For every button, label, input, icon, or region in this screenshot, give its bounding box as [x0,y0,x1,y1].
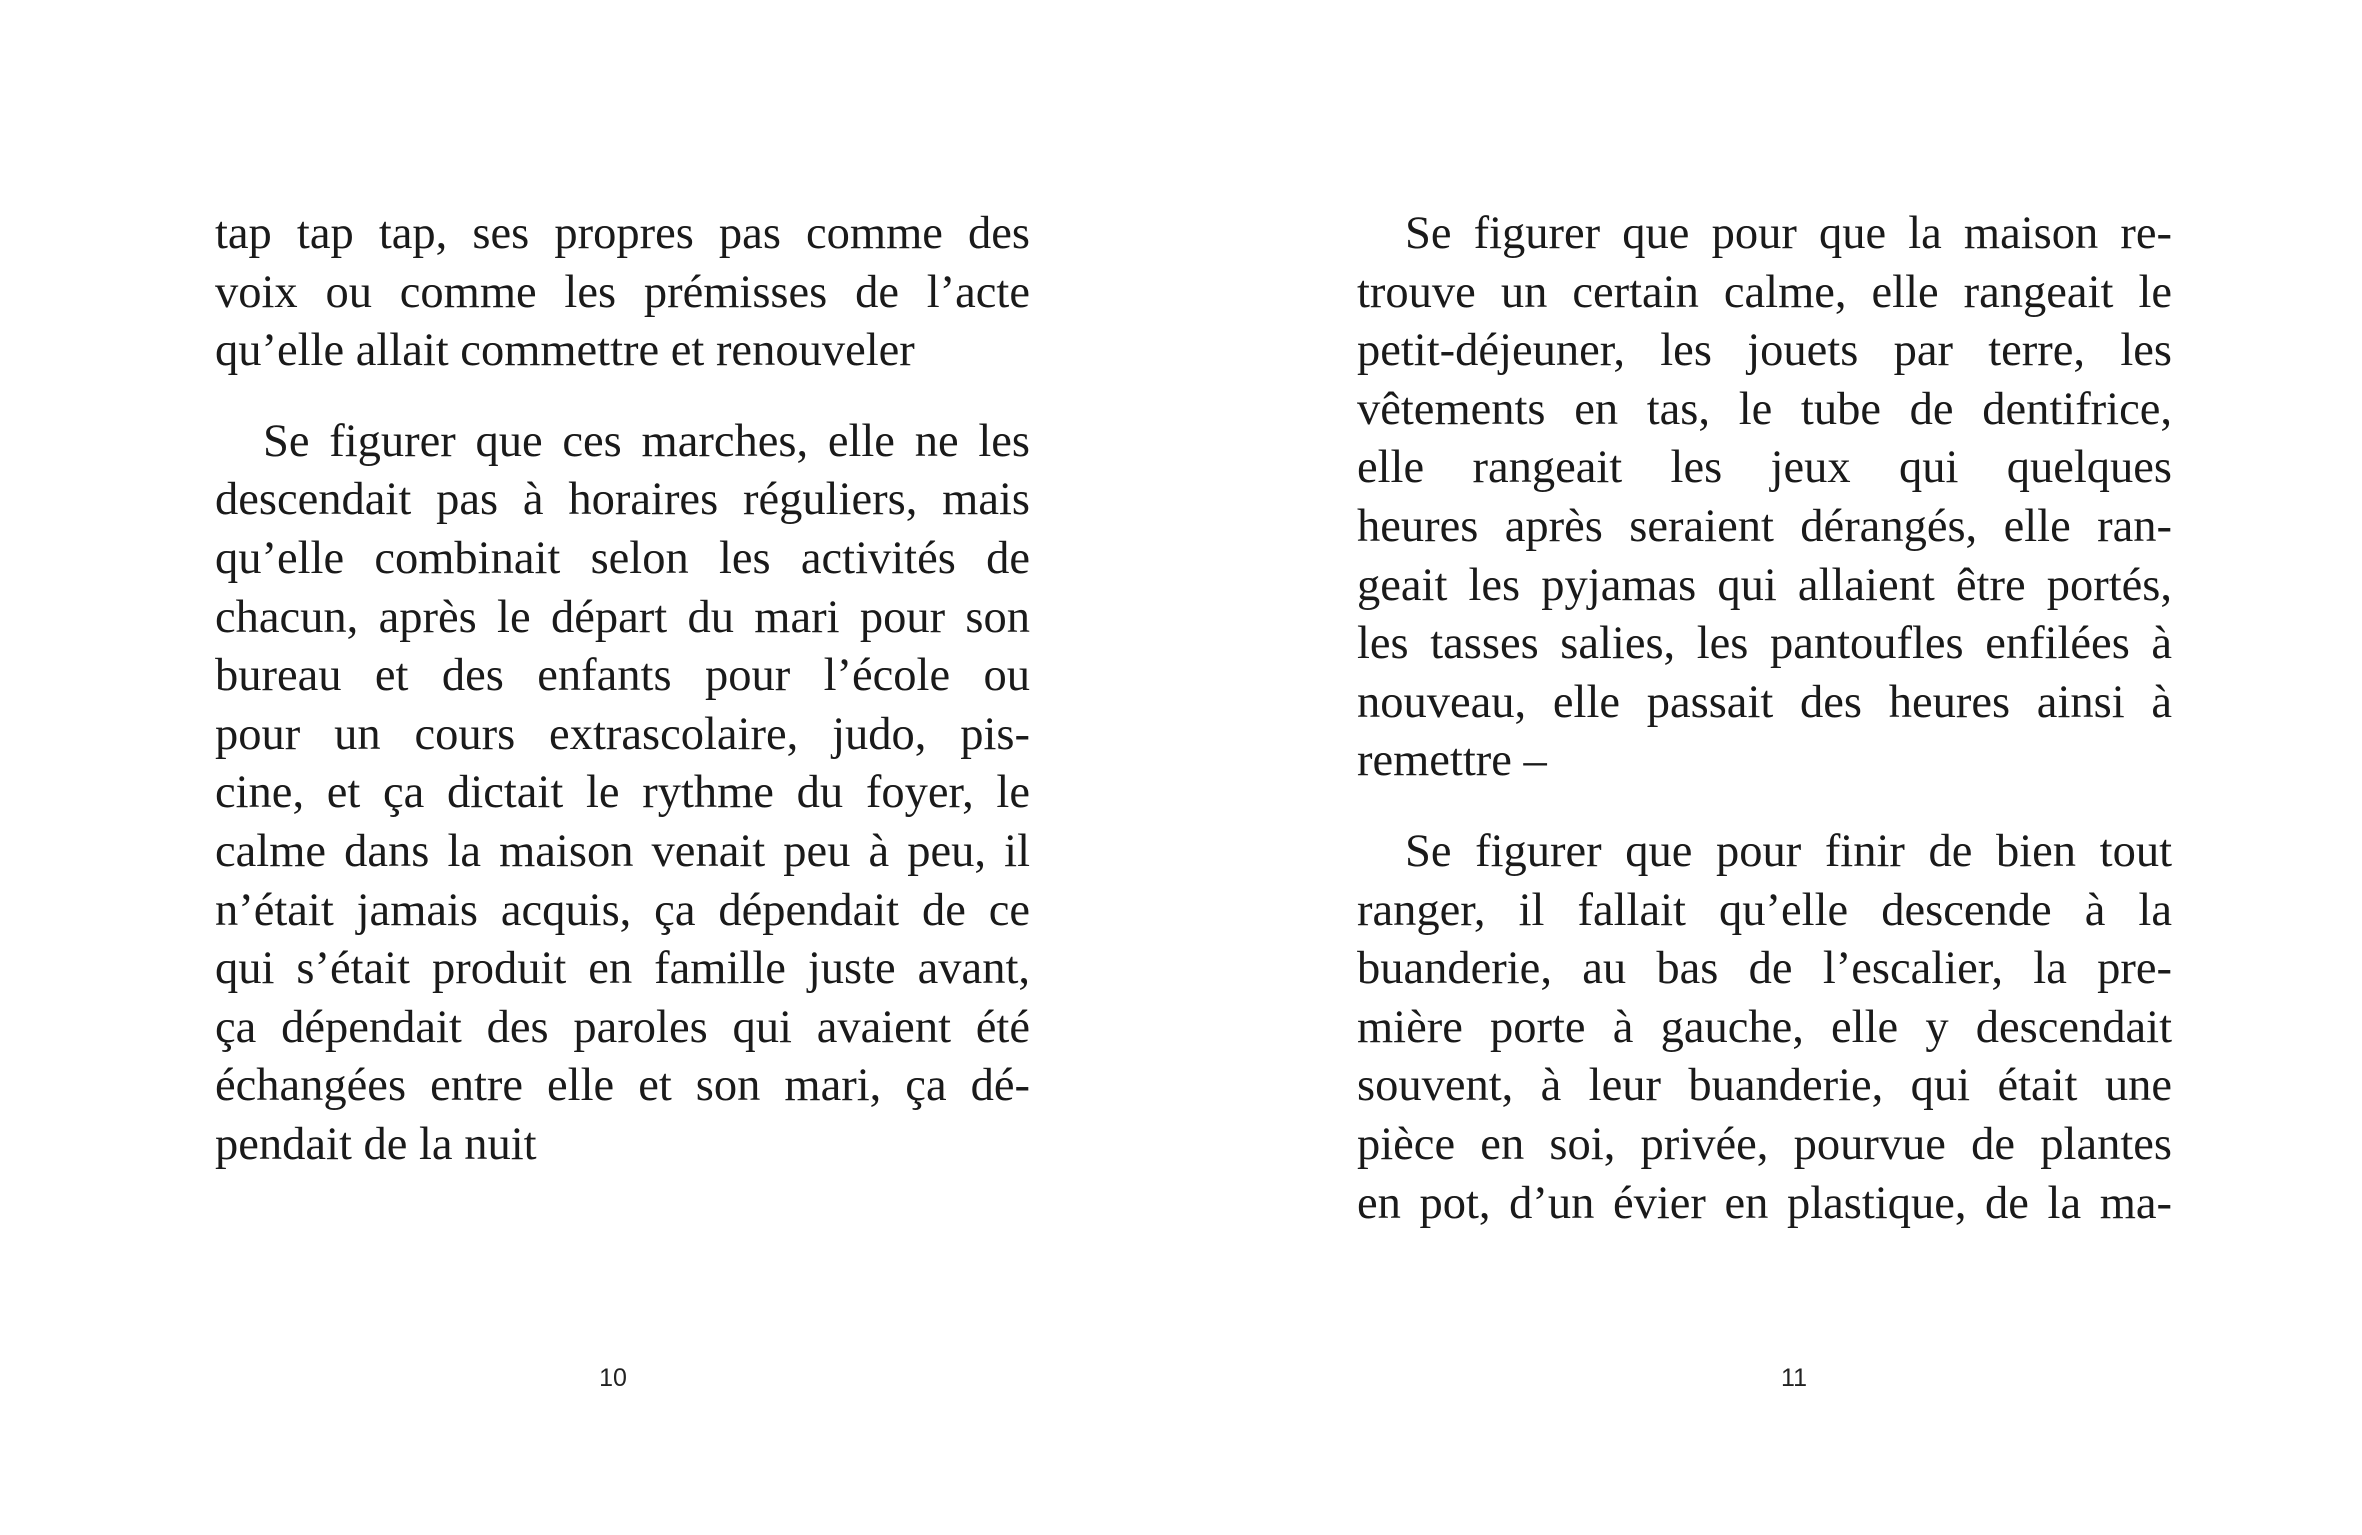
page-number: 10 [599,1364,627,1392]
text-line: calme dans la maison venait peu à peu, il [215,825,1030,877]
text-line: buanderie, au bas de l’escalier, la pre- [1357,943,2172,995]
text-line: pièce en soi, privée, pourvue de plantes [1357,1118,2172,1170]
text-line: pour un cours extrascolaire, judo, pis- [215,708,1030,760]
text-line: tap tap tap, ses propres pas comme des [215,208,1030,259]
text-line: cine, et ça dictait le rythme du foyer, le [215,767,1030,819]
paragraph [215,205,1030,381]
text-line: nouveau, elle passait des heures ainsi à [1357,676,2172,728]
text-line: chacun, après le départ du mari pour son [215,591,1030,643]
text-line: qui s’était produit en famille juste avant, [215,943,1030,995]
paragraph [1357,823,2172,1233]
text-line: heures après seraient dérangés, elle ran- [1357,500,2172,552]
text-line: vêtements en tas, le tube de dentifrice, [1357,383,2172,435]
text-line: trouve un certain calme, elle rangeait le [1357,266,2172,318]
text-line: souvent, à leur buanderie, qui était une [1357,1060,2172,1112]
paragraph [215,413,1030,1175]
text-line: Se figurer que pour que la maison re- [1405,208,2172,259]
text-line: qu’elle combinait selon les activités de [215,532,1030,584]
page-number: 11 [1781,1364,1807,1392]
text-line: bureau et des enfants pour l’école ou [215,650,1030,702]
text-line: ça dépendait des paroles qui avaient été [215,1001,1030,1053]
text-line: geait les pyjamas qui allaient être portés, [1357,559,2172,611]
text-line: Se figurer que pour finir de bien tout [1405,825,2172,877]
text-line: n’était jamais acquis, ça dépendait de ce [215,884,1030,936]
text-line: elle rangeait les jeux qui quelques [1357,442,2172,494]
text-line: qu’elle allait commettre et renouveler [215,325,915,377]
text-line: voix ou comme les prémisses de l’acte [215,266,1030,318]
right-page [1181,0,2362,1535]
left-page-text [215,205,1030,1207]
text-line: mière porte à gauche, elle y descendait [1357,1001,2172,1053]
text-line: ranger, il fallait qu’elle descende à la [1357,884,2172,936]
text-line: les tasses salies, les pantoufles enfilées à [1357,618,2172,670]
text-line: descendait pas à horaires réguliers, mais [215,474,1030,526]
paragraph [1357,205,2172,791]
text-line: pendait de la nuit [215,1118,537,1170]
text-line: en pot, d’un évier en plastique, de la ma- [1357,1177,2172,1229]
text-line: petit-déjeuner, les jouets par terre, les [1357,325,2172,377]
text-line: remettre – [1357,735,1547,787]
text-line: Se figurer que ces marches, elle ne les [263,415,1030,467]
right-page-text [1357,205,2172,1265]
text-line: échangées entre elle et son mari, ça dé- [215,1060,1030,1112]
